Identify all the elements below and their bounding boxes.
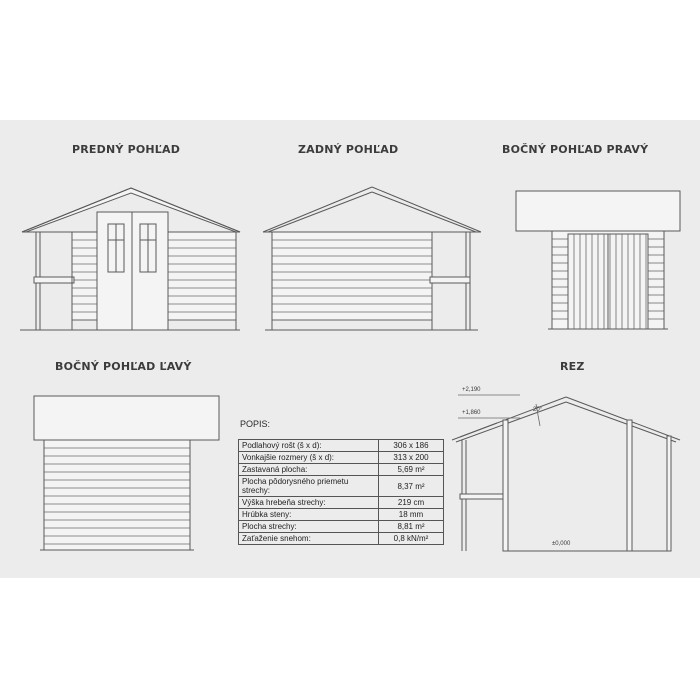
spec-key: Podlahový rošt (š x d):: [239, 440, 379, 452]
spec-value: 306 x 186: [379, 440, 444, 452]
spec-value: 0,8 kN/m²: [379, 533, 444, 545]
table-row: [239, 533, 444, 545]
table-row: [239, 497, 444, 509]
table-row: [239, 464, 444, 476]
spec-key: Plocha strechy:: [239, 521, 379, 533]
ridge-level-label: +2,190: [462, 387, 481, 393]
front-view-drawing: [20, 188, 240, 330]
floor-level-label: ±0,000: [552, 541, 571, 547]
table-row: [239, 521, 444, 533]
spec-value: 219 cm: [379, 497, 444, 509]
spec-value: 5,69 m²: [379, 464, 444, 476]
right-view-title: BOČNÝ POHĽAD PRAVÝ: [502, 143, 649, 156]
table-row: [239, 476, 444, 497]
spec-key: Zaťaženie snehom:: [239, 533, 379, 545]
left-view-drawing: [34, 396, 219, 550]
table-row: [239, 440, 444, 452]
right-view-drawing: [516, 191, 680, 329]
spec-value: 313 x 200: [379, 452, 444, 464]
specification-table: [238, 439, 444, 545]
spec-value: 18 mm: [379, 509, 444, 521]
left-view-title: BOČNÝ POHĽAD ĽAVÝ: [55, 360, 192, 373]
roof-angle-label: 20°: [533, 407, 543, 413]
table-row: [239, 452, 444, 464]
popis-heading: POPIS:: [240, 419, 271, 429]
table-row: [239, 509, 444, 521]
section-view-drawing: [452, 395, 680, 551]
back-view-drawing: [263, 187, 481, 330]
spec-key: Vonkajšie rozmery (š x d):: [239, 452, 379, 464]
spec-key: Plocha pôdorysného priemetu strechy:: [239, 476, 379, 497]
spec-value: 8,37 m²: [379, 476, 444, 497]
front-view-title: PREDNÝ POHĽAD: [72, 143, 181, 156]
spec-key: Hrúbka steny:: [239, 509, 379, 521]
back-view-title: ZADNÝ POHĽAD: [298, 143, 399, 156]
spec-key: Zastavaná plocha:: [239, 464, 379, 476]
section-view-title: REZ: [560, 360, 585, 373]
spec-key: Výška hrebeňa strechy:: [239, 497, 379, 509]
eave-level-label: +1,860: [462, 410, 481, 416]
spec-value: 8,81 m²: [379, 521, 444, 533]
